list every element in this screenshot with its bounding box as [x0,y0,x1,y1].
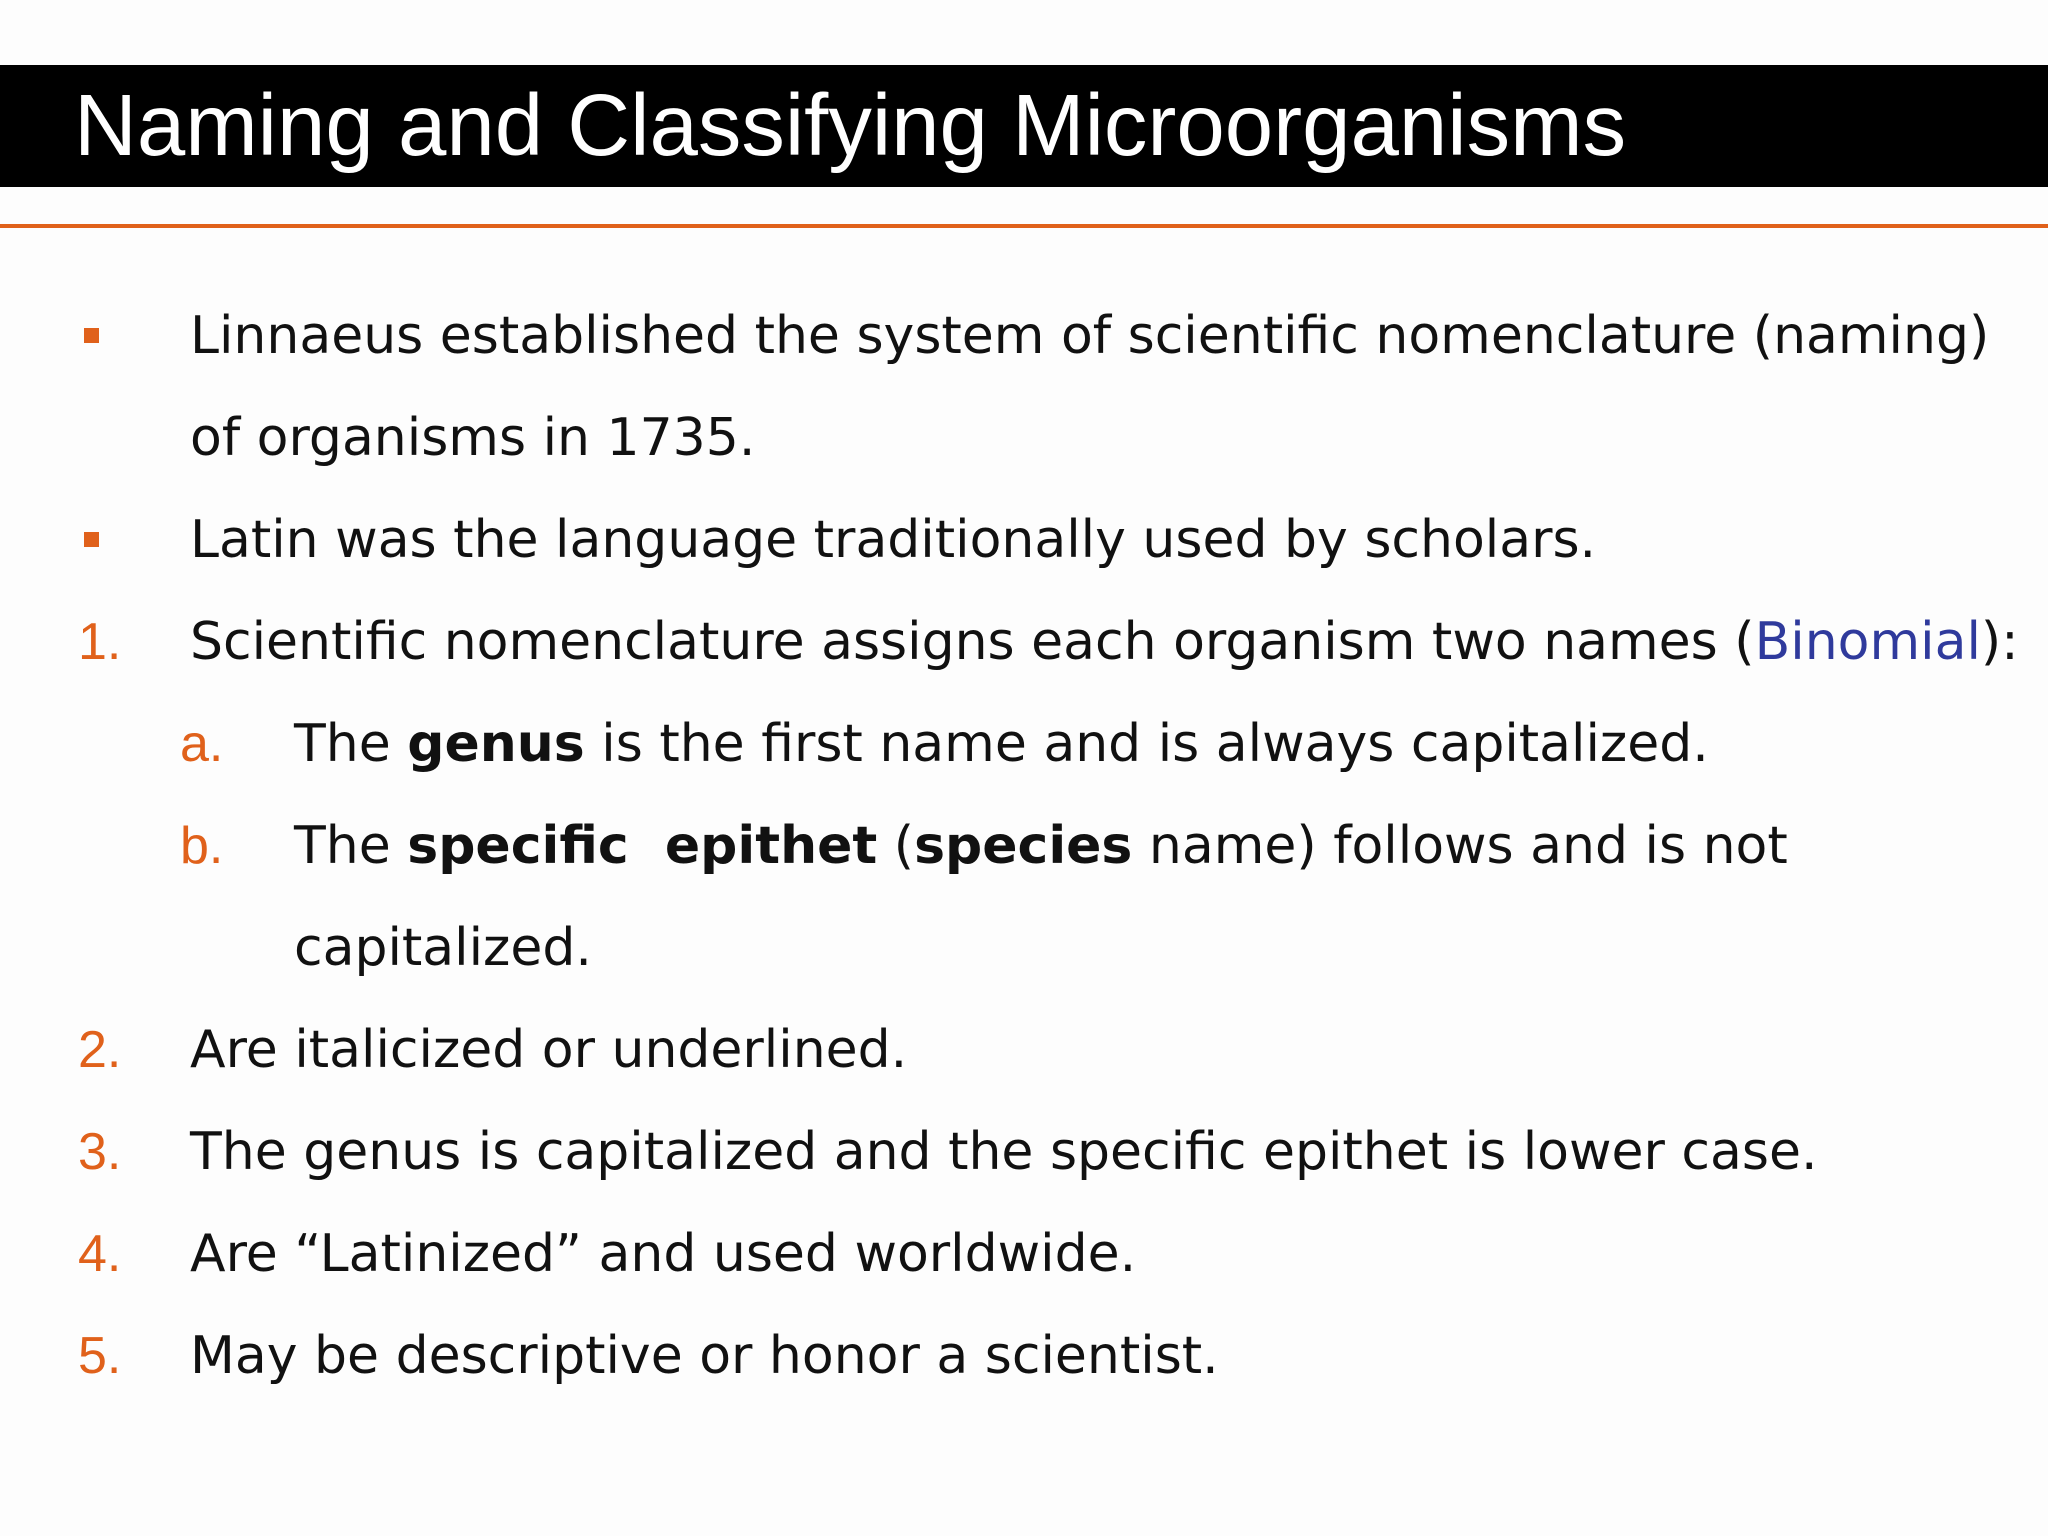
item-1-text-pre: Scientific nomenclature assigns each organism two names ( [190,612,1755,672]
sub-item-b [0,795,2048,897]
numbered-item-5 [0,1305,2048,1407]
number-marker: 3. [78,1123,122,1181]
bullet-item-2 [0,489,2048,591]
bullet-1-line-2: of organisms in 1735. [190,408,756,468]
sub-a-post: is the first name and is always capitalized. [584,714,1709,774]
numbered-item-5-text: May be descriptive or honor a scientist. [190,1326,1219,1386]
numbered-item-3 [0,1101,2048,1203]
sub-item-b-text [294,795,1788,897]
number-marker: 2. [78,1021,122,1079]
sub-item-a [0,693,2048,795]
specific-epithet-term: specific epithet [407,816,878,876]
numbered-item-3-text: The genus is capitalized and the specific epithet is lower case. [190,1122,1818,1182]
orange-divider [0,224,2048,228]
sub-item-b-continued [0,897,2048,999]
sub-item-a-text [294,693,1709,795]
numbered-item-1-text [190,591,2019,693]
numbered-item-4 [0,1203,2048,1305]
numbered-item-2 [0,999,2048,1101]
sub-b-post: name) follows and is not [1132,816,1788,876]
slide-title: Naming and Classifying Microorganisms [74,77,1627,174]
bullet-2-text: Latin was the language traditionally used by scholars. [190,510,1597,570]
bullet-item-1-continued [0,387,2048,489]
title-bar [0,65,2048,187]
number-marker: 1. [78,613,122,671]
sub-b-mid: ( [877,816,915,876]
sub-a-pre: The [294,714,408,774]
number-marker: 5. [78,1327,122,1385]
item-1-text-post: ): [1980,612,2019,672]
numbered-item-2-text: Are italicized or underlined. [190,1020,908,1080]
bullet-item-1 [0,285,2048,387]
letter-marker: b. [180,817,224,875]
numbered-item-4-text: Are “Latinized” and used worldwide. [190,1224,1137,1284]
sub-item-b-line-2: capitalized. [294,918,592,978]
species-term: species [914,816,1133,876]
sub-b-pre: The [294,816,408,876]
binomial-term: Binomial [1754,612,1981,672]
square-bullet-icon [84,532,99,547]
number-marker: 4. [78,1225,122,1283]
letter-marker: a. [180,715,224,773]
numbered-item-1 [0,591,2048,693]
bullet-1-line-1: Linnaeus established the system of scientific nomenclature (naming) [190,306,1990,366]
square-bullet-icon [84,328,99,343]
genus-term: genus [407,714,585,774]
